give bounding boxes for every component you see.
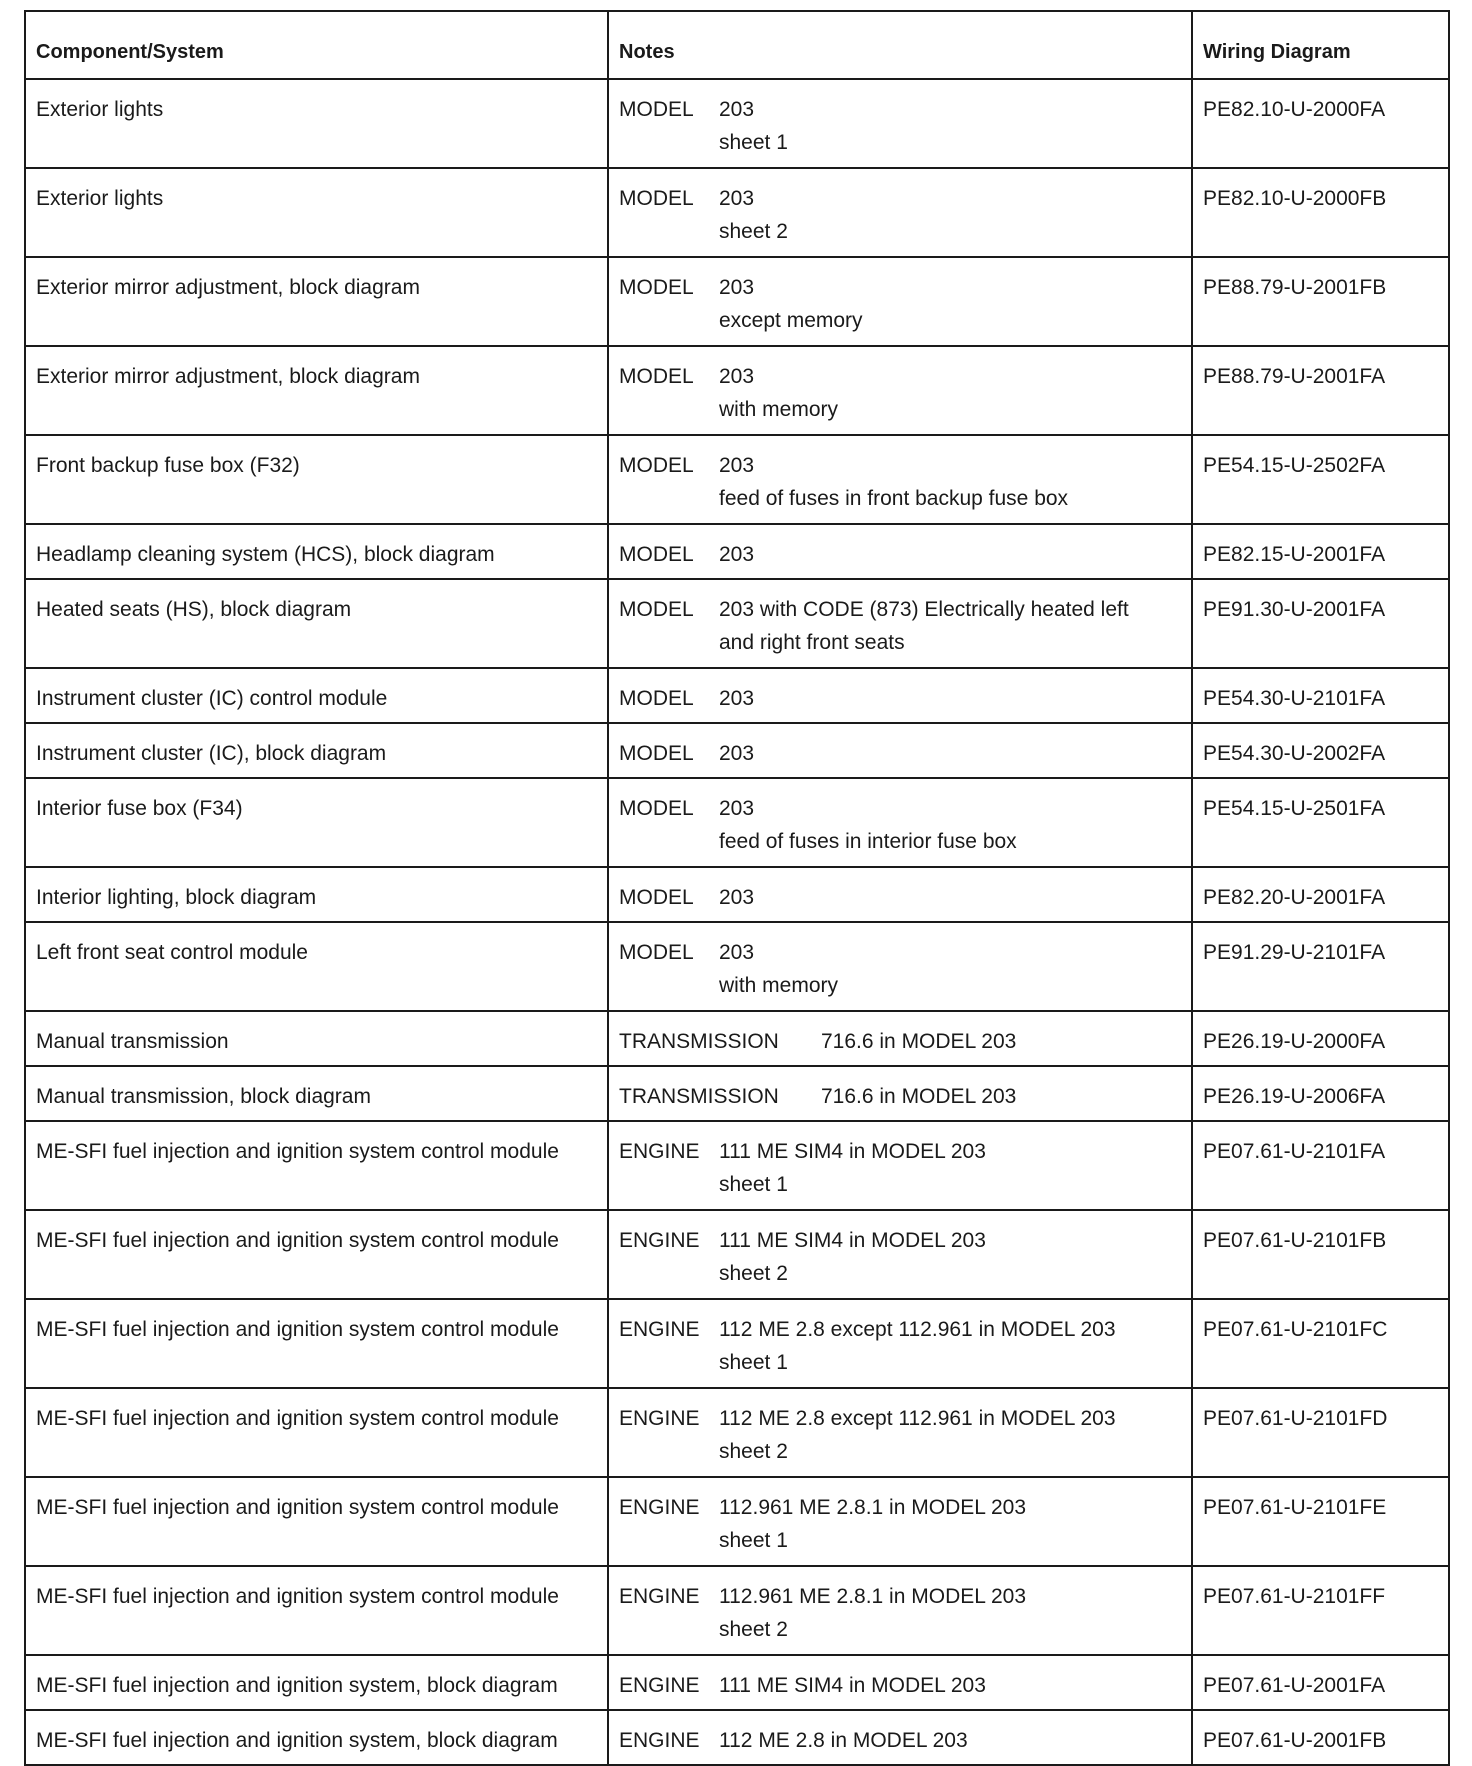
component-cell: ME-SFI fuel injection and ignition system, block diagram xyxy=(25,1655,608,1710)
notes-content xyxy=(619,1724,1181,1757)
notes-label: TRANSMISSION xyxy=(619,1030,779,1053)
wiring-diagram-cell: PE54.30-U-2002FA xyxy=(1192,723,1449,778)
wiring-diagram-cell: PE88.79-U-2001FB xyxy=(1192,257,1449,346)
notes-content xyxy=(619,93,1181,159)
notes-cell xyxy=(608,922,1192,1011)
notes-cell xyxy=(608,1121,1192,1210)
table-row xyxy=(25,1710,1449,1765)
notes-body xyxy=(719,538,1181,571)
notes-sub: with memory xyxy=(719,974,839,997)
notes-cell xyxy=(608,1477,1192,1566)
document-page xyxy=(24,10,1448,1766)
notes-sub: sheet 2 xyxy=(719,1262,788,1285)
notes-content xyxy=(619,682,1181,715)
table-row xyxy=(25,1210,1449,1299)
notes-cell xyxy=(608,435,1192,524)
notes-main: 203 xyxy=(719,886,755,909)
notes-label: MODEL xyxy=(619,742,694,765)
component-cell: Exterior lights xyxy=(25,79,608,168)
notes-body xyxy=(719,1402,1181,1468)
notes-main: 716.6 in MODEL 203 xyxy=(821,1085,1017,1108)
notes-content xyxy=(619,593,1181,659)
component-cell: Interior lighting, block diagram xyxy=(25,867,608,922)
component-cell: Exterior mirror adjustment, block diagram xyxy=(25,257,608,346)
notes-label: MODEL xyxy=(619,797,694,820)
notes-main: 111 ME SIM4 in MODEL 203 xyxy=(719,1140,986,1163)
notes-main: 203 xyxy=(719,742,755,765)
notes-main: 716.6 in MODEL 203 xyxy=(821,1030,1017,1053)
wiring-diagram-cell: PE07.61-U-2101FC xyxy=(1192,1299,1449,1388)
notes-body xyxy=(719,936,1181,1002)
notes-sub: sheet 2 xyxy=(719,1440,788,1463)
notes-content xyxy=(619,1313,1181,1379)
notes-cell xyxy=(608,1011,1192,1066)
notes-main: 203 xyxy=(719,543,755,566)
table-row xyxy=(25,1566,1449,1655)
notes-cell xyxy=(608,1710,1192,1765)
table-row xyxy=(25,168,1449,257)
notes-main: 111 ME SIM4 in MODEL 203 xyxy=(719,1674,986,1697)
notes-label: MODEL xyxy=(619,454,694,477)
component-cell: Front backup fuse box (F32) xyxy=(25,435,608,524)
table-row xyxy=(25,435,1449,524)
notes-cell xyxy=(608,1210,1192,1299)
component-cell: ME-SFI fuel injection and ignition system control module xyxy=(25,1477,608,1566)
notes-cell xyxy=(608,1066,1192,1121)
table-row xyxy=(25,1477,1449,1566)
notes-content xyxy=(619,792,1181,858)
component-cell: ME-SFI fuel injection and ignition system control module xyxy=(25,1210,608,1299)
notes-main: 203 xyxy=(719,941,755,964)
notes-body xyxy=(821,1080,1181,1113)
table-row xyxy=(25,1655,1449,1710)
notes-content xyxy=(619,360,1181,426)
component-cell: ME-SFI fuel injection and ignition system control module xyxy=(25,1566,608,1655)
notes-content xyxy=(619,1080,1181,1113)
notes-body xyxy=(719,1580,1181,1646)
notes-main: 112 ME 2.8 in MODEL 203 xyxy=(719,1729,968,1752)
wiring-diagram-table xyxy=(24,10,1450,1766)
notes-main: 203 with CODE (873) Electrically heated left xyxy=(719,598,1129,621)
notes-main: 203 xyxy=(719,187,755,210)
notes-main: 203 xyxy=(719,98,755,121)
wiring-diagram-cell: PE07.61-U-2101FF xyxy=(1192,1566,1449,1655)
notes-content xyxy=(619,538,1181,571)
wiring-diagram-cell: PE07.61-U-2001FA xyxy=(1192,1655,1449,1710)
component-cell: ME-SFI fuel injection and ignition system, block diagram xyxy=(25,1710,608,1765)
component-cell: Instrument cluster (IC), block diagram xyxy=(25,723,608,778)
notes-cell xyxy=(608,1388,1192,1477)
notes-body xyxy=(719,1224,1181,1290)
notes-sub: with memory xyxy=(719,398,839,421)
notes-body xyxy=(719,93,1181,159)
notes-cell xyxy=(608,867,1192,922)
notes-sub: feed of fuses in front backup fuse box xyxy=(719,487,1069,510)
notes-label: ENGINE xyxy=(619,1674,700,1697)
notes-main: 111 ME SIM4 in MODEL 203 xyxy=(719,1229,986,1252)
notes-sub: sheet 2 xyxy=(719,220,788,243)
notes-main: 203 xyxy=(719,454,755,477)
component-cell: Interior fuse box (F34) xyxy=(25,778,608,867)
notes-content xyxy=(619,1025,1181,1058)
notes-cell xyxy=(608,1299,1192,1388)
notes-cell xyxy=(608,1566,1192,1655)
notes-body xyxy=(719,1724,1181,1757)
notes-body xyxy=(719,1135,1181,1201)
table-row xyxy=(25,257,1449,346)
notes-sub: sheet 1 xyxy=(719,131,788,154)
notes-body xyxy=(719,737,1181,770)
notes-body xyxy=(719,792,1181,858)
notes-label: MODEL xyxy=(619,365,694,388)
wiring-diagram-cell: PE82.15-U-2001FA xyxy=(1192,524,1449,579)
component-cell: Exterior lights xyxy=(25,168,608,257)
component-cell: ME-SFI fuel injection and ignition system control module xyxy=(25,1299,608,1388)
wiring-diagram-cell: PE07.61-U-2101FE xyxy=(1192,1477,1449,1566)
notes-body xyxy=(719,1669,1181,1702)
notes-cell xyxy=(608,257,1192,346)
notes-label: MODEL xyxy=(619,886,694,909)
notes-body xyxy=(719,1491,1181,1557)
notes-cell xyxy=(608,579,1192,668)
notes-main: 112.961 ME 2.8.1 in MODEL 203 xyxy=(719,1585,1027,1608)
notes-content xyxy=(619,881,1181,914)
notes-body xyxy=(719,593,1181,659)
wiring-diagram-cell: PE07.61-U-2101FB xyxy=(1192,1210,1449,1299)
notes-cell xyxy=(608,524,1192,579)
table-row xyxy=(25,1121,1449,1210)
wiring-diagram-cell: PE07.61-U-2101FD xyxy=(1192,1388,1449,1477)
column-header-notes: Notes xyxy=(608,11,1192,79)
notes-label: TRANSMISSION xyxy=(619,1085,779,1108)
wiring-diagram-cell: PE07.61-U-2101FA xyxy=(1192,1121,1449,1210)
table-row xyxy=(25,668,1449,723)
notes-cell xyxy=(608,346,1192,435)
notes-sub: sheet 1 xyxy=(719,1529,788,1552)
notes-content xyxy=(619,1135,1181,1201)
wiring-diagram-cell: PE91.29-U-2101FA xyxy=(1192,922,1449,1011)
notes-content xyxy=(619,1669,1181,1702)
wiring-diagram-cell: PE82.20-U-2001FA xyxy=(1192,867,1449,922)
notes-label: MODEL xyxy=(619,598,694,621)
notes-cell xyxy=(608,778,1192,867)
notes-sub: feed of fuses in interior fuse box xyxy=(719,830,1017,853)
wiring-diagram-cell: PE54.15-U-2501FA xyxy=(1192,778,1449,867)
notes-content xyxy=(619,1402,1181,1468)
notes-content xyxy=(619,449,1181,515)
component-cell: Manual transmission, block diagram xyxy=(25,1066,608,1121)
notes-content xyxy=(619,1491,1181,1557)
notes-label: ENGINE xyxy=(619,1585,700,1608)
notes-label: MODEL xyxy=(619,687,694,710)
wiring-diagram-cell: PE88.79-U-2001FA xyxy=(1192,346,1449,435)
notes-body xyxy=(719,682,1181,715)
notes-main: 112 ME 2.8 except 112.961 in MODEL 203 xyxy=(719,1407,1116,1430)
notes-main: 112 ME 2.8 except 112.961 in MODEL 203 xyxy=(719,1318,1116,1341)
notes-content xyxy=(619,936,1181,1002)
wiring-diagram-cell: PE82.10-U-2000FB xyxy=(1192,168,1449,257)
table-row xyxy=(25,867,1449,922)
column-header-component: Component/System xyxy=(25,11,608,79)
notes-label: MODEL xyxy=(619,276,694,299)
component-cell: ME-SFI fuel injection and ignition system control module xyxy=(25,1388,608,1477)
notes-sub: and right front seats xyxy=(719,631,905,654)
notes-main: 203 xyxy=(719,365,755,388)
notes-label: ENGINE xyxy=(619,1318,700,1341)
wiring-diagram-cell: PE82.10-U-2000FA xyxy=(1192,79,1449,168)
table-row xyxy=(25,1388,1449,1477)
notes-body xyxy=(719,881,1181,914)
notes-sub: except memory xyxy=(719,309,863,332)
notes-content xyxy=(619,1580,1181,1646)
notes-label: MODEL xyxy=(619,187,694,210)
notes-label: MODEL xyxy=(619,98,694,121)
table-row xyxy=(25,778,1449,867)
notes-content xyxy=(619,1224,1181,1290)
notes-cell xyxy=(608,1655,1192,1710)
table-row xyxy=(25,1299,1449,1388)
component-cell: Left front seat control module xyxy=(25,922,608,1011)
notes-label: ENGINE xyxy=(619,1729,700,1752)
notes-cell xyxy=(608,168,1192,257)
wiring-diagram-cell: PE26.19-U-2006FA xyxy=(1192,1066,1449,1121)
notes-body xyxy=(719,1313,1181,1379)
table-body xyxy=(25,79,1449,1765)
notes-main: 203 xyxy=(719,797,755,820)
component-cell: Instrument cluster (IC) control module xyxy=(25,668,608,723)
component-cell: Exterior mirror adjustment, block diagram xyxy=(25,346,608,435)
notes-label: ENGINE xyxy=(619,1140,700,1163)
component-cell: ME-SFI fuel injection and ignition system control module xyxy=(25,1121,608,1210)
table-row xyxy=(25,723,1449,778)
table-row xyxy=(25,79,1449,168)
component-cell: Headlamp cleaning system (HCS), block diagram xyxy=(25,524,608,579)
notes-main: 203 xyxy=(719,276,755,299)
notes-content xyxy=(619,182,1181,248)
notes-label: ENGINE xyxy=(619,1407,700,1430)
notes-label: ENGINE xyxy=(619,1496,700,1519)
notes-label: ENGINE xyxy=(619,1229,700,1252)
table-row xyxy=(25,524,1449,579)
notes-cell xyxy=(608,723,1192,778)
notes-sub: sheet 1 xyxy=(719,1173,788,1196)
notes-content xyxy=(619,737,1181,770)
column-header-diagram: Wiring Diagram xyxy=(1192,11,1449,79)
notes-main: 203 xyxy=(719,687,755,710)
table-row xyxy=(25,1011,1449,1066)
wiring-diagram-cell: PE26.19-U-2000FA xyxy=(1192,1011,1449,1066)
table-row xyxy=(25,922,1449,1011)
component-cell: Heated seats (HS), block diagram xyxy=(25,579,608,668)
notes-sub: sheet 1 xyxy=(719,1351,788,1374)
notes-sub: sheet 2 xyxy=(719,1618,788,1641)
notes-content xyxy=(619,271,1181,337)
notes-body xyxy=(719,182,1181,248)
notes-body xyxy=(719,449,1181,515)
notes-body xyxy=(821,1025,1181,1058)
notes-body xyxy=(719,271,1181,337)
table-row xyxy=(25,346,1449,435)
wiring-diagram-cell: PE07.61-U-2001FB xyxy=(1192,1710,1449,1765)
wiring-diagram-cell: PE91.30-U-2001FA xyxy=(1192,579,1449,668)
notes-cell xyxy=(608,668,1192,723)
notes-cell xyxy=(608,79,1192,168)
component-cell: Manual transmission xyxy=(25,1011,608,1066)
notes-main: 112.961 ME 2.8.1 in MODEL 203 xyxy=(719,1496,1027,1519)
notes-label: MODEL xyxy=(619,543,694,566)
table-row xyxy=(25,579,1449,668)
wiring-diagram-cell: PE54.30-U-2101FA xyxy=(1192,668,1449,723)
table-header-row xyxy=(25,11,1449,79)
notes-body xyxy=(719,360,1181,426)
notes-label: MODEL xyxy=(619,941,694,964)
wiring-diagram-cell: PE54.15-U-2502FA xyxy=(1192,435,1449,524)
table-row xyxy=(25,1066,1449,1121)
